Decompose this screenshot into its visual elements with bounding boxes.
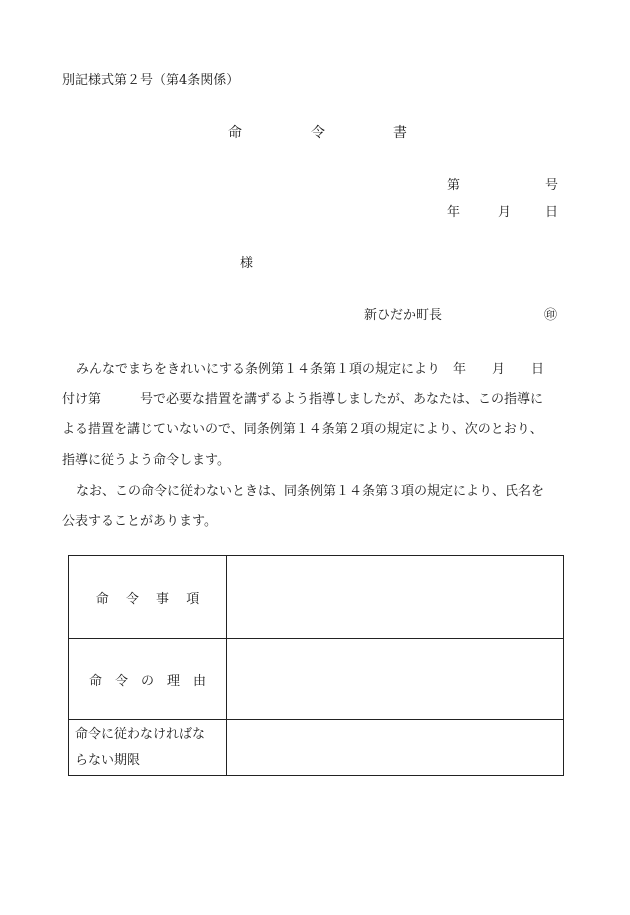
issuer-name: 新ひだか町長 <box>364 308 443 323</box>
order-items-label: 命 令 事 項 <box>69 556 227 639</box>
number-prefix: 第 <box>447 178 461 193</box>
title-char-2: 令 <box>311 125 325 141</box>
deadline-field[interactable] <box>227 720 564 776</box>
table-row-order-reason <box>69 639 564 720</box>
seal-mark: ㊞ <box>544 308 558 323</box>
body-line-5: なお、この命令に従わないときは、同条例第１４条第３項の規定により、氏名を <box>76 484 545 499</box>
body-line-2: 付け第 号で必要な措置を講ずるよう指導しましたが、あなたは、この指導に <box>62 392 544 407</box>
date-month: 月 <box>498 205 512 220</box>
document-number <box>447 174 562 192</box>
deadline-label <box>69 720 227 776</box>
order-table <box>68 555 564 776</box>
deadline-label-line-2: らない期限 <box>75 752 141 768</box>
deadline-label-line-1: 命令に従わなければな <box>75 726 206 742</box>
body-line-3: よる措置を講じていないので、同条例第１４条第２項の規定により、次のとおり、 <box>62 422 543 437</box>
addressee-honorific: 様 <box>240 256 254 271</box>
order-items-field[interactable] <box>227 556 564 639</box>
table-row-order-items <box>69 556 564 639</box>
date-year: 年 <box>447 205 461 220</box>
order-reason-field[interactable] <box>227 639 564 720</box>
body-line-1: みんなでまちをきれいにする条例第１４条第１項の規定により 年 月 日 <box>76 362 545 377</box>
title-char-1: 命 <box>228 125 242 141</box>
body-line-4: 指導に従うよう命令します。 <box>62 453 230 468</box>
order-reason-label: 命 令 の 理 由 <box>69 639 227 720</box>
date-day: 日 <box>545 205 559 220</box>
table-row-deadline <box>69 720 564 776</box>
number-suffix: 号 <box>545 178 559 193</box>
title-char-3: 書 <box>393 125 407 141</box>
form-label: 別記様式第２号（第4条関係） <box>62 73 240 88</box>
body-line-6: 公表することがあります。 <box>62 514 217 529</box>
document-date <box>447 201 562 219</box>
